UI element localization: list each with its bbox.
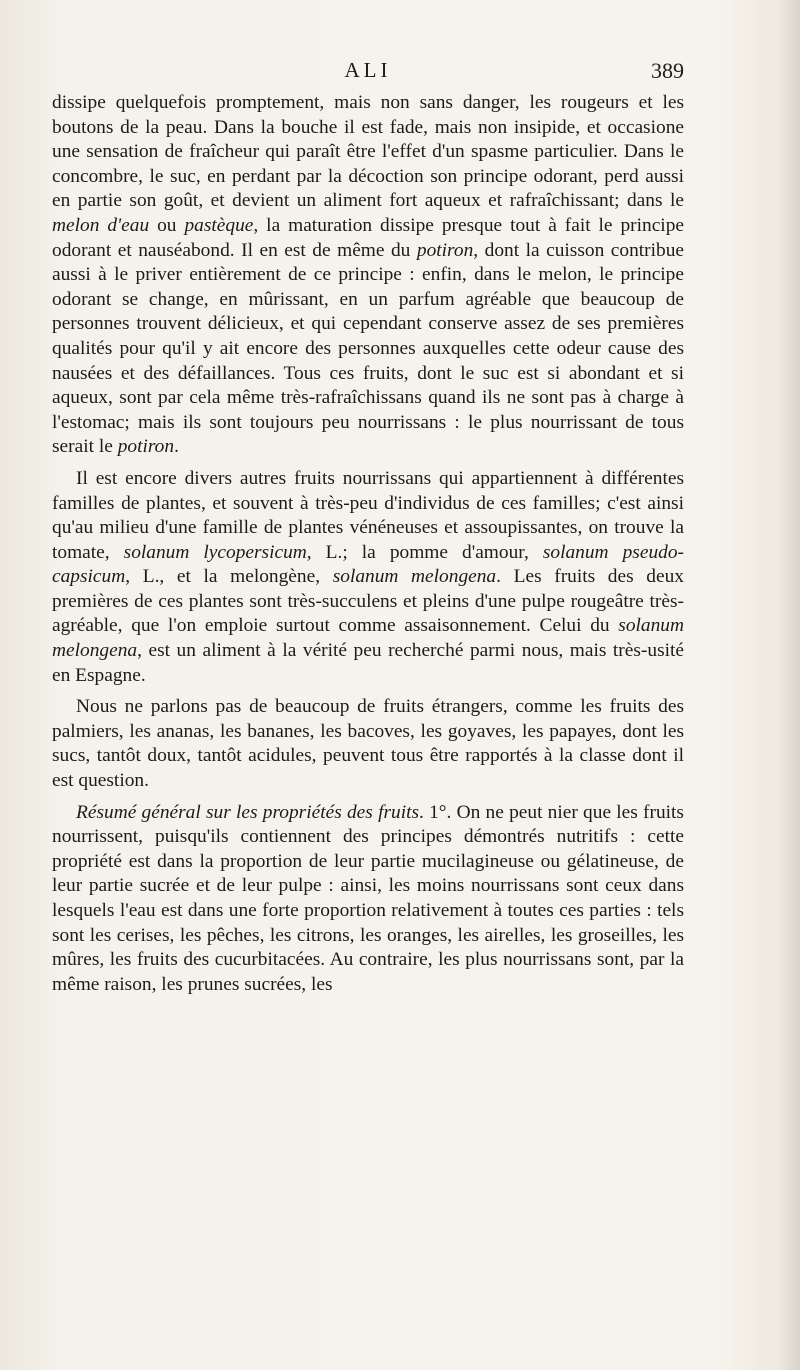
running-head: ALI (344, 58, 392, 82)
paragraph-1 (52, 91, 684, 460)
italic-heading: Résumé général sur les propriétés des fruits (76, 801, 420, 823)
text-segment: Il est encore divers autres fruits nourrissans qui appartiennent à différentes familles de plantes, et souvent à très-peu d'individus de ces familles; c'est ainsi qu'au milieu d'une famille de plantes vénéneuses et assoupissantes, on trouve la tomate, (52, 467, 684, 563)
body-text (52, 91, 684, 1004)
italic-term: solanum pseudo-capsicum (52, 541, 684, 588)
text-segment: , est un aliment à la vérité peu recherché parmi nous, mais très-usité en Espagne. (52, 640, 684, 686)
page-number: 389 (651, 58, 684, 83)
text-segment: , L.; la pomme d'amour, (306, 541, 543, 563)
text-segment: , dont la cuisson contribue aussi à le priver entièrement de ce principe : enfin, dans le melon, le principe odorant se change, en mûrissant, en un parfum agréable que beaucoup de personnes trouvent délicieux, et qui cependant conserve assez de ses premières qualités pour qu'il y ait encore des personnes auxquelles cette odeur cause des nausées et des défaillances. Tous ces fruits, dont le suc est si abondant et si aqueux, sont par cela même très-rafraîchissans quand ils ne sont pas à charge à l'estomac; mais ils sont toujours peu nourrissans : le plus nourrissant de tous serait le (52, 239, 685, 458)
page-header (52, 58, 684, 88)
italic-term: solanum melongena (332, 566, 497, 588)
text-segment: . (174, 436, 179, 458)
text-segment: Nous ne parlons pas de beaucoup de fruits étrangers, comme les fruits des palmiers, les ananas, les bananes, les bacoves, les goyaves, les papayes, dont les sucs, tantôt doux, tantôt acidules, peuvent tous être rapportés à la classe dont il est question. (52, 696, 684, 792)
text-segment: , la maturation dissipe presque tout à fait le principe odorant et nauséabond. Il en est de même du (52, 214, 684, 261)
paragraph-2 (52, 467, 684, 688)
italic-term: pastèque (184, 214, 254, 236)
italic-term: solanum lycopersicum (123, 541, 307, 563)
text-segment: dissipe quelquefois promptement, mais non sans danger, les rougeurs et les boutons de la peau. Dans la bouche il est fade, mais non insipide, et occasione une sensation de fraîcheur qui paraît être l'effet d'un spasme particulier. Dans le concombre, le suc, en perdant par la décoction son principe odorant, perd aussi en partie son goût, et devient un aliment fort aqueux et rafraîchissant; dans le (52, 92, 684, 212)
text-segment: . 1°. On ne peut nier que les fruits nourrissent, puisqu'ils contiennent des principes démontrés nutritifs : cette propriété est dans la proportion de leur partie mucilagineuse ou gélatineuse, de leur partie sucrée et de leur pulpe : ainsi, les moins nourrissans sont ceux dans lesquels l'eau est dans une forte proportion relativement à toutes ces parties : tels sont les cerises, les pêches, les citrons, les oranges, les airelles, les groseilles, les mûres, les fruits des cucurbitacées. Au contraire, les plus nourrissans sont, par la même raison, les prunes sucrées, les (52, 801, 684, 995)
italic-term: potiron (117, 436, 175, 458)
paragraph-3 (52, 695, 684, 793)
text-segment: . Les fruits des deux premières de ces plantes sont très-succulens et pleins d'une pulpe rougeâtre très-agréable, que l'on emploie surtout comme assaisonnement. Celui du (52, 566, 684, 637)
italic-term: potiron (416, 239, 474, 261)
text-segment: ou (149, 214, 185, 236)
paragraph-4 (52, 801, 684, 998)
text-segment: , L., et la melongène, (125, 566, 333, 588)
italic-term: solanum melongena (52, 615, 684, 662)
italic-term: melon d'eau (52, 214, 150, 236)
page-edge-shadow (778, 0, 800, 1370)
